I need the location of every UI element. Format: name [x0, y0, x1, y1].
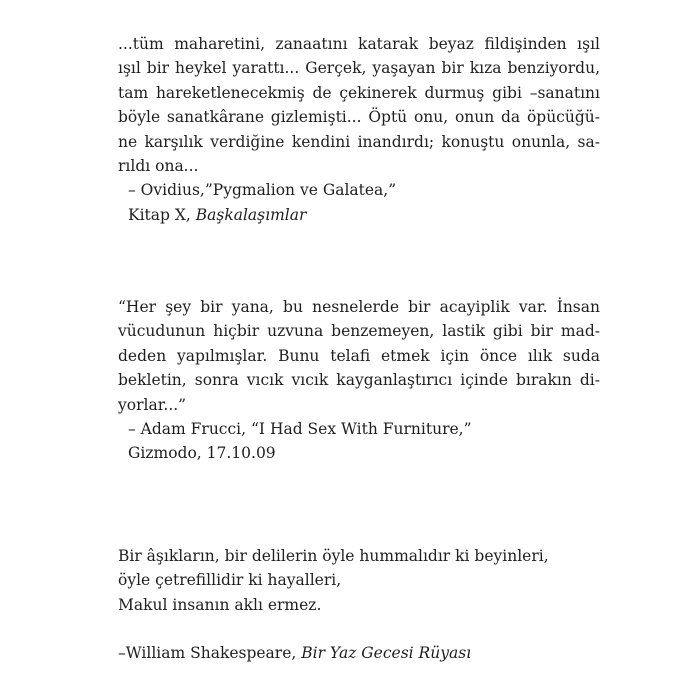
attribution: – Ovidius,”Pygmalion ve Galatea,” [128, 181, 397, 200]
quote-line: yorlar...” [118, 395, 187, 414]
quote-line: deden yapılmışlar. Bunu telafi etmek için önce ılık suda [118, 346, 600, 365]
source-prefix: Kitap X, [128, 205, 196, 224]
verse-line: öyle çetrefillidir ki hayalleri, [118, 571, 342, 590]
quote-line: ...tüm maharetini, zanaatını katarak beyaz fildişinden ışıl [118, 35, 600, 53]
quote-line: ne karşılık verdiğine kendini inandırdı; konuştu onunla, sa- [118, 132, 600, 151]
quote-line: rıldı ona... [118, 157, 199, 176]
quote-line: vücudunun hiçbir uzvuna benzemeyen, lastik gibi bir mad- [118, 322, 600, 341]
verse-spacer [118, 617, 600, 641]
epigraph-shakespeare [118, 544, 600, 666]
attribution-author: –William Shakespeare, [118, 644, 302, 663]
source-title: Başkalaşımlar [195, 205, 307, 224]
attribution: – Adam Frucci, “I Had Sex With Furniture,” [128, 420, 472, 439]
quote-line: bekletin, sonra vıcık vıcık kayganlaştırıcı içinde bırakın di- [118, 371, 600, 390]
source [118, 203, 600, 227]
verse-line: Bir âşıkların, bir delilerin öyle hummalıdır ki beyinleri, [118, 547, 549, 565]
attribution-title: Bir Yaz Gecesi Rüyası [301, 644, 472, 663]
quote-line: tam hareketlenecekmiş de çekinerek durmuş gibi –sanatını [118, 83, 600, 102]
attribution [118, 641, 600, 665]
quote-line: böyle sanatkârane gizlemişti... Öptü onu, onun da öpücüğü- [118, 108, 600, 127]
epigraph-gizmodo [118, 295, 600, 466]
quote-line: “Her şey bir yana, bu nesnelerde bir acayiplik var. İnsan [118, 298, 600, 316]
source: Gizmodo, 17.10.09 [128, 444, 276, 463]
verse-line: Makul insanın aklı ermez. [118, 595, 322, 614]
quote-line: ışıl bir heykel yarattı... Gerçek, yaşayan bir kıza benziyordu, [118, 59, 600, 78]
epigraph-ovid [118, 32, 600, 227]
